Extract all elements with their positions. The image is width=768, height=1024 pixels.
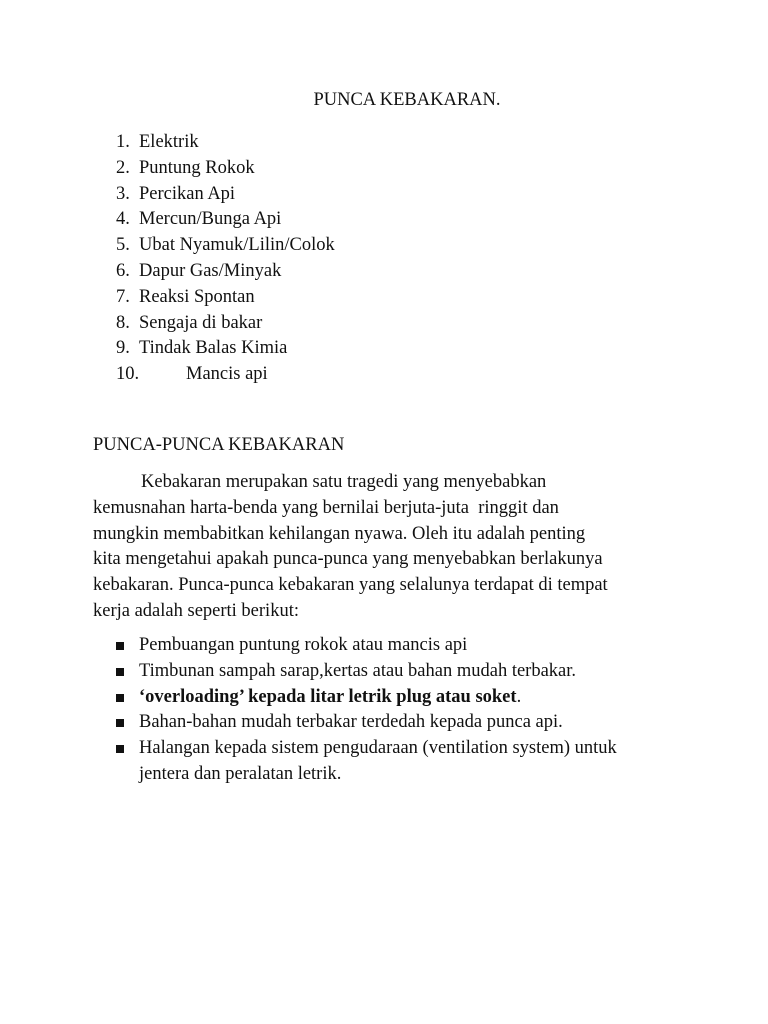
list-item-number: 9. [116,338,130,359]
list-item-text: Mancis api [186,364,268,385]
list-item-number: 5. [116,235,130,256]
section-heading: PUNCA-PUNCA KEBAKARAN [93,435,345,455]
bullet-item [0,633,684,659]
square-bullet-icon [116,745,124,753]
list-item-text: Dapur Gas/Minyak [139,260,282,281]
list-item-number: 7. [116,286,130,307]
list-item-text: Sengaja di bakar [139,312,263,333]
list-item-text: Reaksi Spontan [139,286,255,307]
bullet-list [0,633,684,788]
bullet-item [0,659,684,685]
bullet-trailing-text: . [516,686,522,707]
list-item-text: Tindak Balas Kimia [139,338,288,359]
paragraph-line: kemusnahan harta-benda yang bernilai berjuta-juta ringgit dan [93,497,559,518]
square-bullet-icon [116,719,124,727]
list-item-number: 10. [116,364,140,385]
list-item-text: Elektrik [139,132,199,152]
list-item-text: Ubat Nyamuk/Lilin/Colok [139,235,335,256]
list-item-number: 8. [116,312,130,333]
bullet-item [0,710,684,736]
bullet-text: Timbunan sampah sarap,kertas atau bahan mudah terbakar. [139,660,577,681]
list-item-number: 3. [116,183,130,204]
list-item-text: Percikan Api [139,183,236,204]
bullet-text: Bahan-bahan mudah terbakar terdedah kepada punca api. [139,712,563,733]
document-title: PUNCA KEBAKARAN. [313,90,501,110]
square-bullet-icon [116,642,124,650]
paragraph-line: mungkin membabitkan kehilangan nyawa. Oleh itu adalah penting [93,523,586,544]
list-item-number: 4. [116,209,130,230]
square-bullet-icon [116,694,124,702]
bullet-text: Pembuangan puntung rokok atau mancis api [139,635,468,655]
square-bullet-icon [116,668,124,676]
paragraph-line: kita mengetahui apakah punca-punca yang menyebabkan berlakunya [93,549,603,570]
paragraph-line: kebakaran. Punca-punca kebakaran yang selalunya terdapat di tempat [93,575,608,596]
body-paragraph [93,470,608,625]
list-item-number: 2. [116,157,130,178]
bullet-item [0,736,684,788]
bullet-text [139,685,684,711]
paragraph-line: Kebakaran merupakan satu tragedi yang menyebabkan [141,472,547,492]
list-item-text: Puntung Rokok [139,157,255,178]
bullet-item [0,685,684,711]
list-item-text: Mercun/Bunga Api [139,209,282,230]
bullet-bold-text: ‘overloading’ kepada litar letrik plug atau soket [139,686,517,707]
list-item-number: 1. [116,132,130,152]
list-item-number: 6. [116,260,130,281]
bullet-text: Halangan kepada sistem pengudaraan (ventilation system) untuk jentera dan peralatan letrik. [139,738,617,784]
paragraph-line: kerja adalah seperti berikut: [93,600,299,621]
